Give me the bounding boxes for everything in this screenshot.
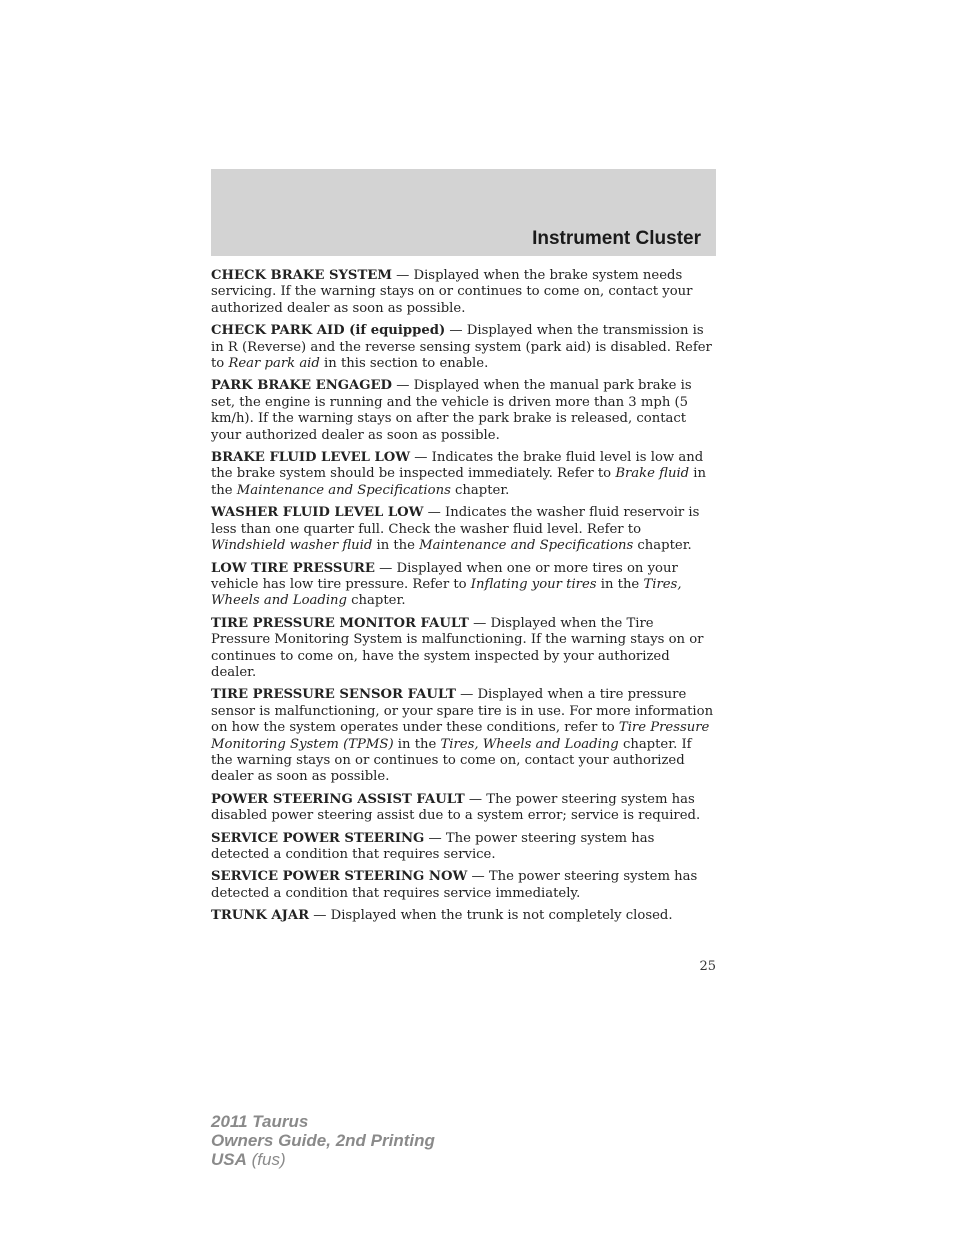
entry-term: TIRE PRESSURE MONITOR FAULT bbox=[211, 615, 469, 631]
entry-text: — Displayed when the manual park brake is set, the engine is running and the vehicle is driven more than 3 mph (5 km/h). If the warning stays on after the park brake is released, contact your authorized dealer as soon as possible. bbox=[211, 378, 692, 443]
entry-text: chapter. bbox=[633, 538, 692, 554]
entry-tire-pressure-monitor-fault bbox=[211, 616, 716, 682]
entry-term: CHECK BRAKE SYSTEM bbox=[211, 268, 392, 283]
entry-term: TIRE PRESSURE SENSOR FAULT bbox=[211, 687, 456, 703]
entry-text: in the bbox=[393, 736, 441, 752]
entry-park-brake-engaged bbox=[211, 378, 716, 444]
entry-tire-pressure-sensor-fault bbox=[211, 687, 716, 785]
entry-check-park-aid bbox=[211, 323, 716, 372]
cross-reference: Rear park aid bbox=[228, 356, 320, 372]
entry-text: — The power steering system has detected a condition that requires service. bbox=[211, 830, 655, 862]
entry-low-tire-pressure bbox=[211, 561, 716, 610]
entry-text: in the bbox=[211, 466, 707, 498]
entry-text: — Displayed when the brake system needs servicing. If the warning stays on or continues to come on, contact your authorized dealer as soon as possible. bbox=[211, 268, 693, 316]
cross-reference: Maintenance and Specifications bbox=[236, 482, 451, 498]
entry-power-steering-assist-fault bbox=[211, 792, 716, 825]
cross-reference: Inflating your tires bbox=[470, 576, 597, 592]
entry-term: POWER STEERING ASSIST FAULT bbox=[211, 791, 465, 807]
entry-term: WASHER FLUID LEVEL LOW bbox=[211, 505, 424, 521]
entry-text: in the bbox=[372, 538, 420, 554]
entry-term: LOW TIRE PRESSURE bbox=[211, 560, 375, 576]
entry-text: — Displayed when the trunk is not completely closed. bbox=[309, 908, 673, 924]
entry-text: chapter. If the warning stays on or continues to come on, contact your authorized dealer as soon as possible. bbox=[211, 736, 692, 785]
footer-market-code: (fus) bbox=[246, 1150, 286, 1169]
entry-service-power-steering-now bbox=[211, 869, 716, 902]
cross-reference: Brake fluid bbox=[615, 466, 690, 482]
entry-washer-fluid-level-low bbox=[211, 505, 716, 554]
cross-reference: Tires, Wheels and Loading bbox=[211, 576, 682, 609]
entry-text: — Displayed when one or more tires on your vehicle has low tire pressure. Refer to bbox=[211, 560, 678, 592]
cross-reference: Windshield washer fluid bbox=[211, 538, 373, 554]
footer-model: 2011 Taurus bbox=[211, 1112, 309, 1131]
entry-text: — Displayed when the Tire Pressure Monitoring System is malfunctioning. If the warning stays on or continues to come on, have the system inspected by your authorized dealer. bbox=[211, 615, 704, 680]
entry-text: — Indicates the brake fluid level is low and the brake system should be inspected immediately. Refer to bbox=[211, 450, 704, 482]
entry-text: in this section to enable. bbox=[319, 356, 489, 372]
entry-text: — Displayed when the transmission is in R (Reverse) and the reverse sensing system (park aid) is disabled. Refer to bbox=[211, 323, 712, 372]
entry-term: PARK BRAKE ENGAGED bbox=[211, 378, 392, 394]
entry-text: — The power steering system has detected a condition that requires service immediately. bbox=[211, 869, 698, 901]
entry-term: SERVICE POWER STEERING NOW bbox=[211, 869, 468, 885]
entry-service-power-steering bbox=[211, 831, 716, 864]
section-title: Instrument Cluster bbox=[532, 228, 701, 249]
entry-term: SERVICE POWER STEERING bbox=[211, 830, 425, 846]
entry-term: CHECK PARK AID (if equipped) bbox=[211, 323, 446, 339]
entry-term: BRAKE FLUID LEVEL LOW bbox=[211, 450, 411, 466]
footer-market-name: USA bbox=[211, 1150, 247, 1169]
entry-text: in the bbox=[596, 576, 644, 592]
entry-text: — Displayed when a tire pressure sensor is malfunctioning, or your spare tire is in use. For more information on how the system operates under these conditions, refer to bbox=[211, 687, 714, 736]
entry-text: chapter. bbox=[450, 482, 510, 498]
page-number: 25 bbox=[699, 959, 716, 974]
entry-trunk-ajar bbox=[211, 908, 716, 924]
section-header-band bbox=[211, 169, 716, 256]
entries-list bbox=[211, 268, 716, 931]
document-footer bbox=[211, 1112, 435, 1169]
cross-reference: Tires, Wheels and Loading bbox=[440, 736, 619, 752]
entry-text: chapter. bbox=[346, 593, 406, 609]
cross-reference: Tire Pressure Monitoring System (TPMS) bbox=[211, 720, 710, 752]
entry-term: TRUNK AJAR bbox=[211, 908, 310, 924]
footer-market bbox=[211, 1150, 435, 1169]
entry-text: — The power steering system has disabled power steering assist due to a system error; service is required. bbox=[211, 791, 701, 824]
cross-reference: Maintenance and Specifications bbox=[419, 538, 634, 554]
entry-check-brake-system bbox=[211, 268, 716, 317]
entry-text: — Indicates the washer fluid reservoir is less than one quarter full. Check the washer fluid level. Refer to bbox=[211, 505, 700, 537]
footer-guide-edition: Owners Guide, 2nd Printing bbox=[211, 1131, 435, 1150]
entry-brake-fluid-level-low bbox=[211, 450, 716, 499]
